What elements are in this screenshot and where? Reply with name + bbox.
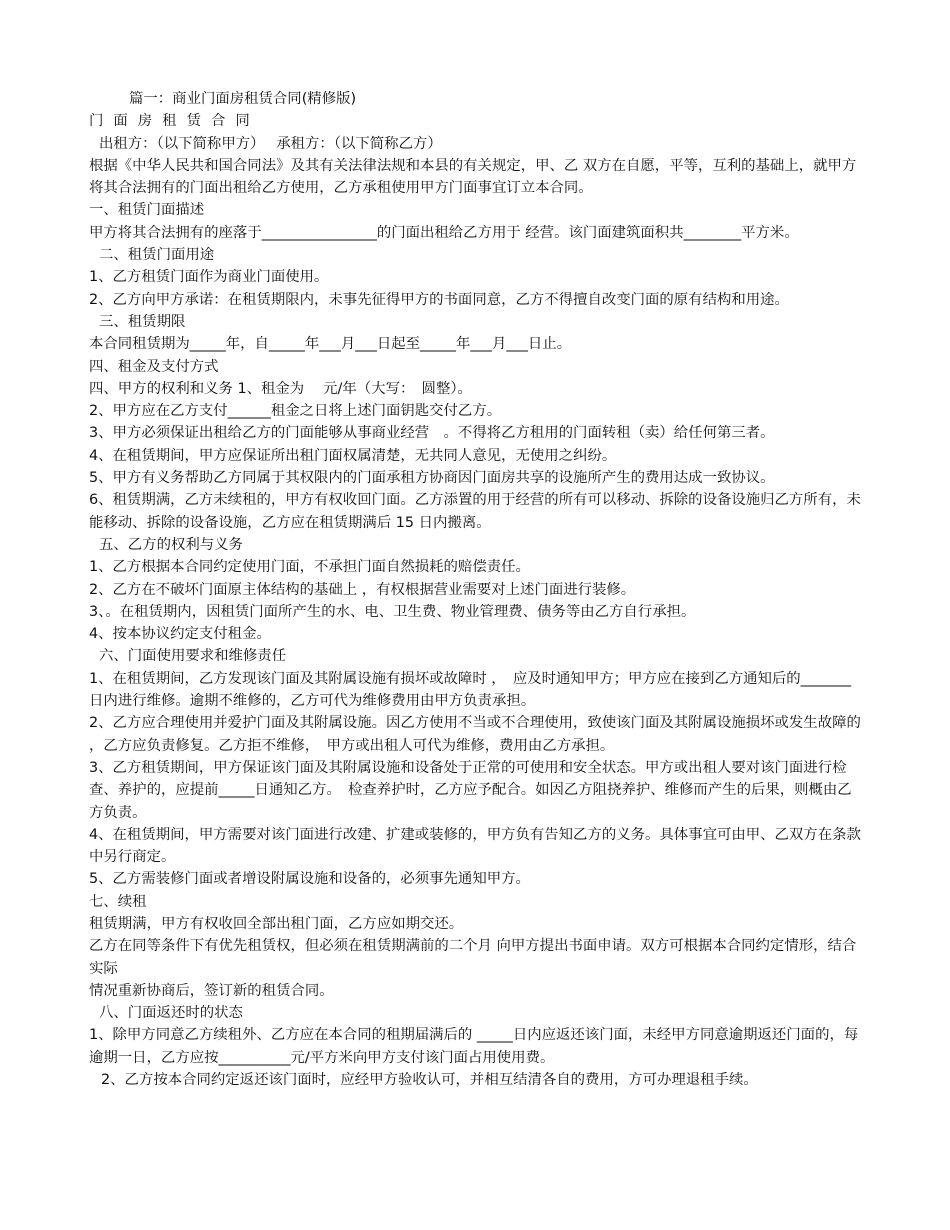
clause: 2、甲方应在乙方支付______租金之日将上述门面钥匙交付乙方。 — [89, 403, 502, 420]
clause: 5、乙方需装修门面或者增设附属设施和设备的，必须事先通知甲方。 — [89, 871, 530, 888]
clause: 3、乙方租赁期间，甲方保证该门面及其附属设施和设备处于正常的可使用和安全状态。甲方或出租人要对该门面进行检查、养护的，应提前_____日通知乙方。 检查养护时，乙方应予配合。如因乙方阻挠养护、维修而产生的后果，则概由乙方负责。 — [89, 759, 852, 821]
clause: 2、乙方在不破坏门面原主体结构的基础上 ，有权根据营业需要对上述门面进行装修。 — [89, 581, 636, 598]
section-heading-4: 四、租金及支付方式 — [89, 358, 219, 375]
paragraph: 乙方在同等条件下有优先租赁权，但必须在租赁期满前的二个月 向甲方提出书面申请。双方可根据本合同约定情形，结合实际 — [89, 938, 857, 977]
preamble-paragraph: 根据《中华人民共和国合同法》及其有关法律法规和本县的有关规定，甲、乙 双方在自愿，平等，互利的基础上，就甲方将其合法拥有的门面出租给乙方使用，乙方承租使用甲方门面事宜订立本合同。 — [89, 157, 857, 197]
clause: 3、。在租赁期内，因租赁门面所产生的水、电、卫生费、物业管理费、债务等由乙方自行承担。 — [89, 603, 696, 620]
clause: 2、乙方向甲方承诺：在租赁期限内，未事先征得甲方的书面同意，乙方不得擅自改变门面的原有结构和用途。 — [89, 291, 789, 308]
clause: 四、甲方的权利和义务 1、租金为 元/年（大写： 圆整）。 — [89, 380, 472, 397]
section-heading-7: 七、续租 — [89, 893, 147, 910]
clause: 4、在租赁期间，甲方需要对该门面进行改建、扩建或装修的，甲方负有告知乙方的义务。具体事宜可由甲、乙双方在条款中另行商定。 — [89, 826, 861, 866]
section-heading-8: 八、门面返还时的状态 — [99, 1005, 243, 1022]
paragraph: 情况重新协商后，签订新的租赁合同。 — [89, 982, 334, 999]
clause: 1、乙方租赁门面作为商业门面使用。 — [89, 269, 329, 286]
parties-line: 出租方：（以下简称甲方） 承租方：（以下简称乙方） — [99, 135, 442, 152]
clause: 4、按本协议约定支付租金。 — [89, 626, 271, 643]
section-heading-1: 一、租赁门面描述 — [89, 202, 205, 219]
clause: 3、甲方必须保证出租给乙方的门面能够从事商业经营 。不得将乙方租用的门面转租（卖）给任何第三者。 — [89, 425, 775, 442]
paragraph: 甲方将其合法拥有的座落于________________的门面出租给乙方用于 经营。该门面建筑面积共________平方米。 — [89, 224, 799, 241]
clause: 1、除甲方同意乙方续租外、乙方应在本合同的租期届满后的 _____日内应返还该门面，未经甲方同意逾期返还门面的，每逾期一日，乙方应按__________元/平方米向甲方支付该门面占用使用费。 — [89, 1027, 859, 1066]
section-heading-3: 三、租赁期限 — [99, 313, 186, 330]
clause: 4、在租赁期间，甲方应保证所出租门面权属清楚，无共同人意见，无使用之纠纷。 — [89, 447, 617, 464]
section-heading-2: 二、租赁门面用途 — [99, 247, 215, 264]
paragraph: 租赁期满，甲方有权收回全部出租门面，乙方应如期交还。 — [89, 915, 464, 932]
clause: 5、甲方有义务帮助乙方同属于其权限内的门面承租方协商因门面房共享的设施所产生的费用达成一致协议。 — [89, 470, 775, 487]
clause: 6、租赁期满，乙方未续租的，甲方有权收回门面。乙方添置的用于经营的所有可以移动、拆除的设备设施归乙方所有，未能移动、拆除的设备设施，乙方应在租赁期满后 15 日内搬离。 — [89, 492, 861, 531]
contract-document — [89, 88, 864, 1091]
document-title: 篇一：商业门面房租赁合同(精修版) — [129, 91, 357, 107]
clause: 2、乙方按本合同约定返还该门面时，应经甲方验收认可，并相互结清各自的费用，方可办理退租手续。 — [101, 1072, 758, 1089]
section-heading-5: 五、乙方的权利与义务 — [99, 536, 243, 553]
clause: 2、乙方应合理使用并爱护门面及其附属设施。因乙方使用不当或不合理使用，致使该门面及其附属设施损坏或发生故障的 ，乙方应负责修复。乙方拒不维修， 甲方或出租人可代为维修，费用由乙方承担。 — [89, 715, 861, 754]
clause: 1、乙方根据本合同约定使用门面，不承担门面自然损耗的赔偿责任。 — [89, 559, 530, 576]
section-heading-6: 六、门面使用要求和维修责任 — [99, 648, 287, 665]
document-heading: 门面房租赁合同 — [89, 113, 260, 130]
paragraph: 本合同租赁期为_____年，自_____年___月___日起至_____年___月___日止。 — [89, 336, 572, 353]
clause: 1、在租赁期间，乙方发现该门面及其附属设施有损坏或故障时 ， 应及时通知甲方；甲方应在接到乙方通知后的_______日内进行维修。逾期不维修的，乙方可代为维修费用由甲方负责承担。 — [89, 670, 852, 710]
